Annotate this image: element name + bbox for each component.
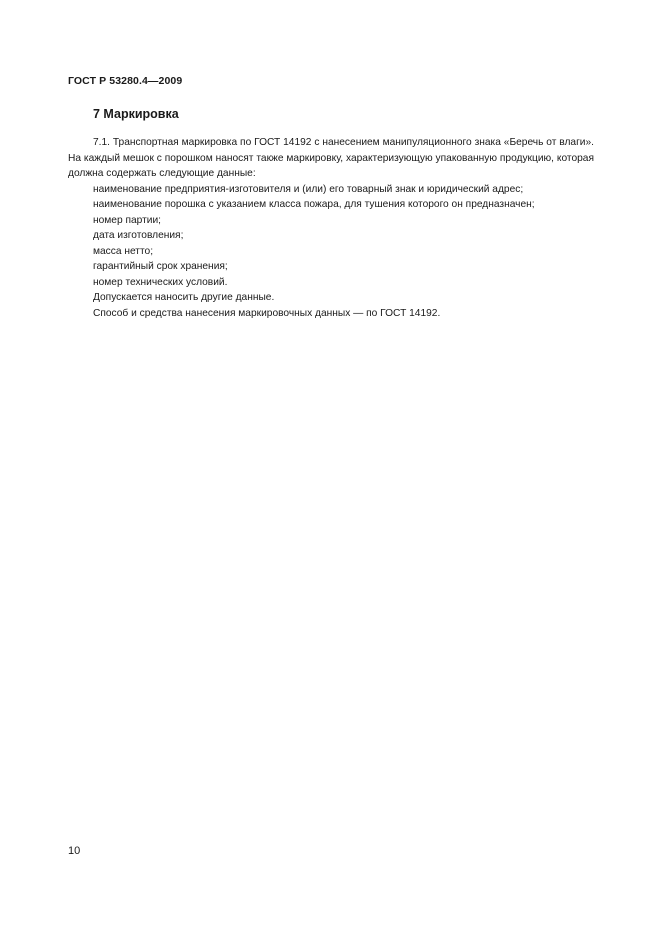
document-code-header: ГОСТ Р 53280.4—2009 (68, 75, 183, 87)
list-item-net-mass: масса нетто; (93, 245, 154, 257)
marking-method-note: Способ и средства нанесения маркировочных данных — по ГОСТ 14192. (93, 307, 441, 319)
section-title: 7 Маркировка (93, 107, 179, 121)
other-data-note: Допускается наносить другие данные. (93, 292, 275, 303)
list-item-powder-name: наименование порошка с указанием класса пожара, для тушения которого он предназначен; (93, 199, 535, 210)
section-body (68, 135, 594, 321)
list-item-manufacturer: наименование предприятия-изготовителя и (или) его товарный знак и юридический адрес; (93, 183, 524, 195)
intro-paragraph: 7.1. Транспортная маркировка по ГОСТ 14192 с нанесением манипуляционного знака «Беречь от влаги». На каждый мешок с порошком наносят также маркировку, характеризующую упакованную продукцию, которая должна содержать следующие данные: (68, 137, 594, 179)
page-number: 10 (68, 845, 81, 857)
list-item-specification-number: номер технических условий. (93, 276, 228, 288)
list-item-manufacture-date: дата изготовления; (93, 230, 184, 241)
list-item-batch-number: номер партии; (93, 214, 161, 226)
list-item-shelf-life: гарантийный срок хранения; (93, 261, 228, 272)
